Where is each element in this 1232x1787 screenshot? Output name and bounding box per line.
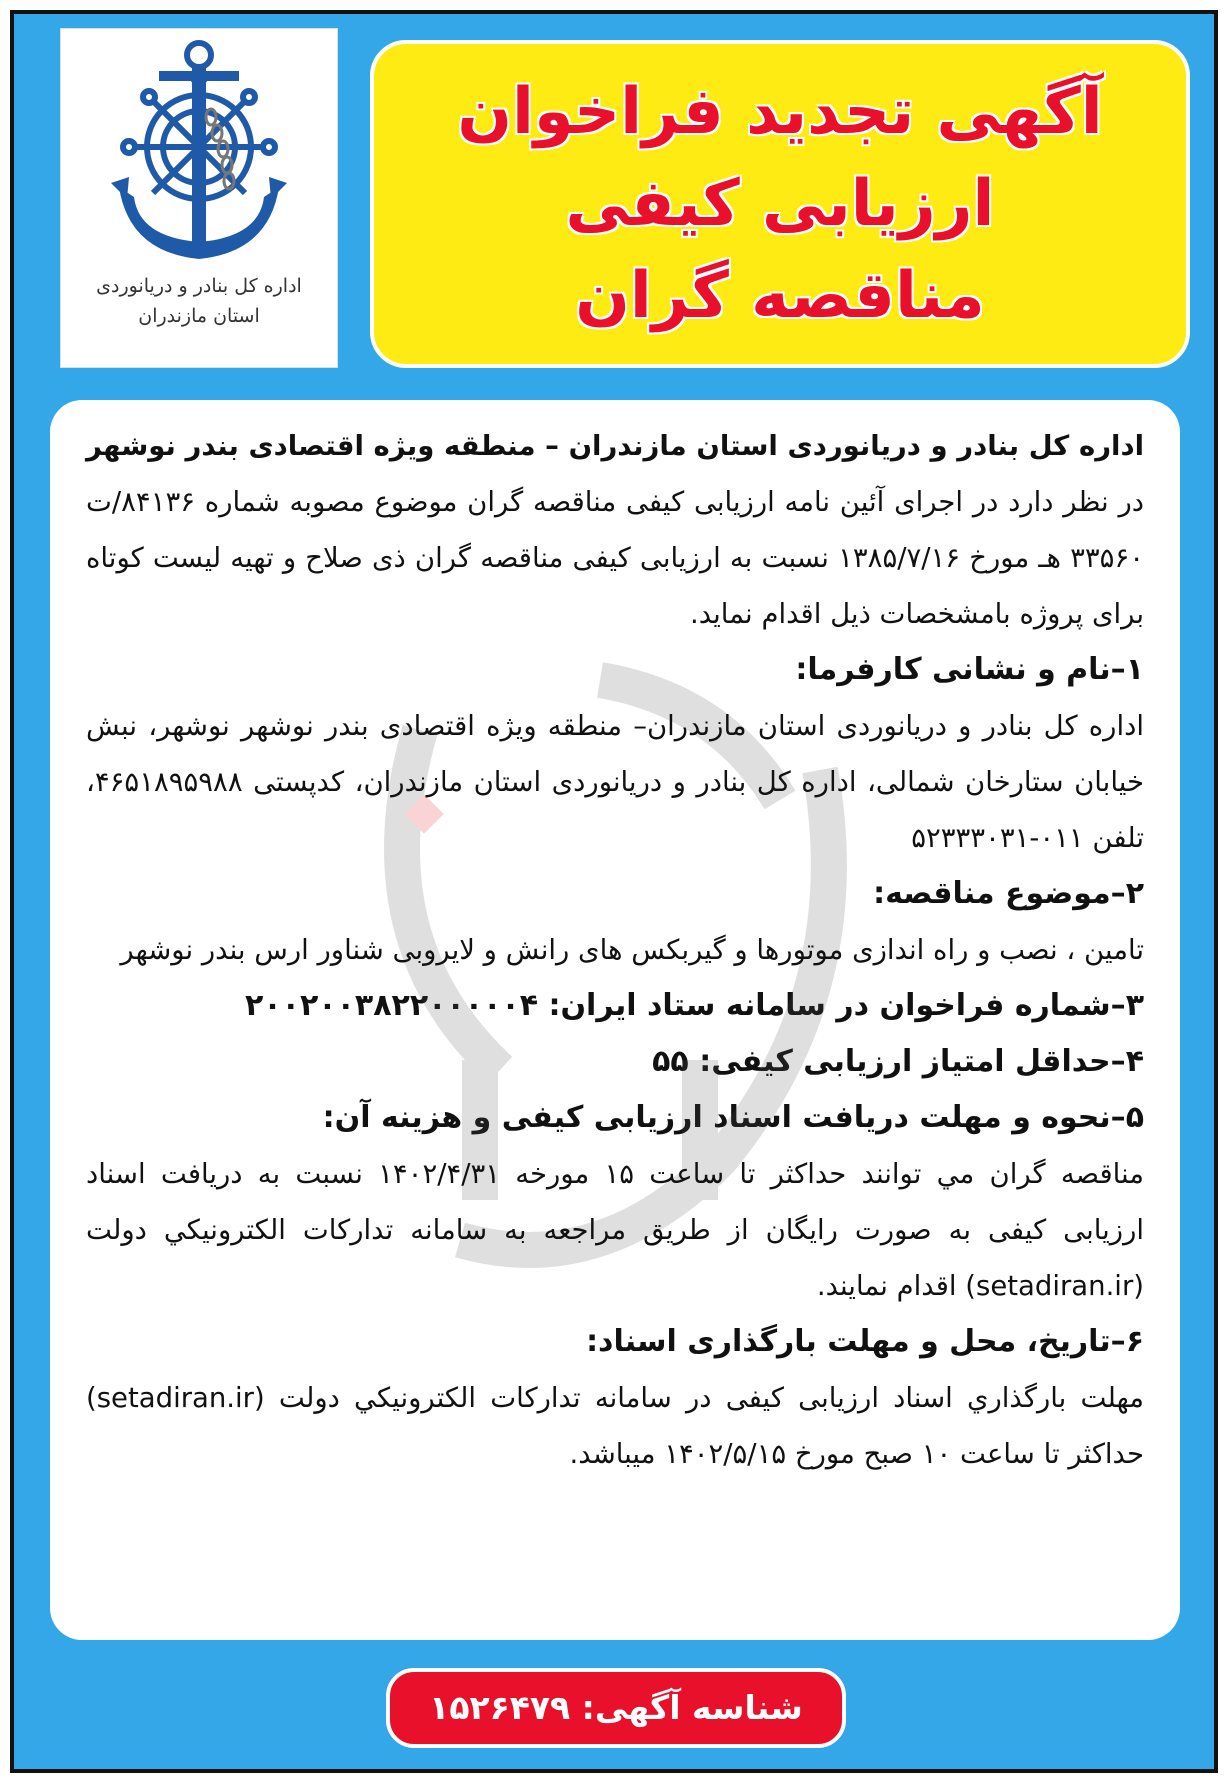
intro-text: در نظر دارد در اجرای آئین نامه ارزیابی کیفی مناقصه گران موضوع مصوبه شماره ۸۴۱۳۶/ت ۳۳۵۶۰ هـ مورخ ۱۳۸۵/۷/۱۶ نسبت به ارزیابی کیفی مناقصه گران ذی صلاح و تهیه لیست کوتاه برای پروژه بامشخصات ذیل اقدام نماید.	[86, 486, 1144, 630]
anchor-wheel-logo-icon	[99, 37, 299, 267]
title-line-2: ارزیابی کیفی	[565, 167, 995, 241]
section-3-row	[86, 978, 1144, 1034]
title-banner	[370, 40, 1190, 368]
section-1-text: اداره کل بنادر و دریانوردی استان مازندران– منطقه ویژه اقتصادی بندر نوشهر نوشهر، نبش خیابان ستارخان شمالی، اداره کل بنادر و دریانوردی استان مازندران، کدپستی ۴۶۵۱۸۹۵۹۸۸، تلفن ۰۱۱-۵۲۳۳۳۰۳۱	[86, 710, 1144, 854]
section-4-row	[86, 1034, 1144, 1090]
section-6-title: ۶–تاریخ، محل و مهلت بارگذاری اسناد:	[586, 1324, 1144, 1359]
section-5-title: ۵–نحوه و مهلت دریافت اسناد ارزیابی کیفی و هزینه آن:	[322, 1100, 1144, 1135]
intro-paragraph	[86, 418, 1144, 642]
logo-panel	[60, 28, 338, 368]
ad-id-badge	[386, 1668, 846, 1748]
logo-province-line: استان مازندران	[138, 305, 260, 327]
logo-org-line: اداره کل بنادر و دریانوردی	[96, 275, 302, 297]
section-3-title: ۳–شماره فراخوان در سامانه ستاد ایران:	[548, 988, 1144, 1023]
section-2-text: تامین ، نصب و راه اندازی موتورها و گیربکس های رانش و لایروبی شناور ارس بندر نوشهر	[120, 934, 1144, 966]
section-6-text: مهلت بارگذاري اسناد ارزیابی کیفی در سامانه تداركات الكترونيكي دولت (setadiran.ir) حداکثر تا ساعت ۱۰ صبح مورخ ۱۴۰۲/۵/۱۵ میباشد.	[86, 1382, 1144, 1470]
section-4-value: ۵۵	[652, 1044, 689, 1079]
section-3-value: ۲۰۰۲۰۰۳۸۲۲۰۰۰۰۰۴	[245, 988, 538, 1023]
section-4-title: ۴–حداقل امتیاز ارزیابی کیفی:	[699, 1044, 1144, 1079]
ad-id-value: ۱۵۲۶۴۷۹	[429, 1688, 571, 1727]
title-line-3: مناقصه گران	[575, 259, 985, 333]
section-1-title: ۱–نام و نشانی کارفرما:	[795, 652, 1144, 687]
section-2-title: ۲–موضوع مناقصه:	[873, 876, 1144, 911]
announcement-body	[50, 400, 1180, 1640]
section-5-text: مناقصه گران مي توانند حداكثر تا ساعت ۱۵ مورخه ۱۴۰۲/۴/۳۱ نسبت به دریافت اسناد ارزیابی کیفی به صورت رایگان از طریق مراجعه به سامانه تداركات الكترونيكي دولت (setadiran.ir) اقدام نمایند.	[86, 1158, 1144, 1302]
ad-id-label: شناسه آگهی:	[581, 1688, 803, 1727]
intro-org: اداره کل بنادر و دریانوردی استان مازندران – منطقه ویژه اقتصادی بندر نوشهر	[86, 430, 1144, 462]
title-line-1: آگهی تجدید فراخوان	[457, 75, 1103, 149]
